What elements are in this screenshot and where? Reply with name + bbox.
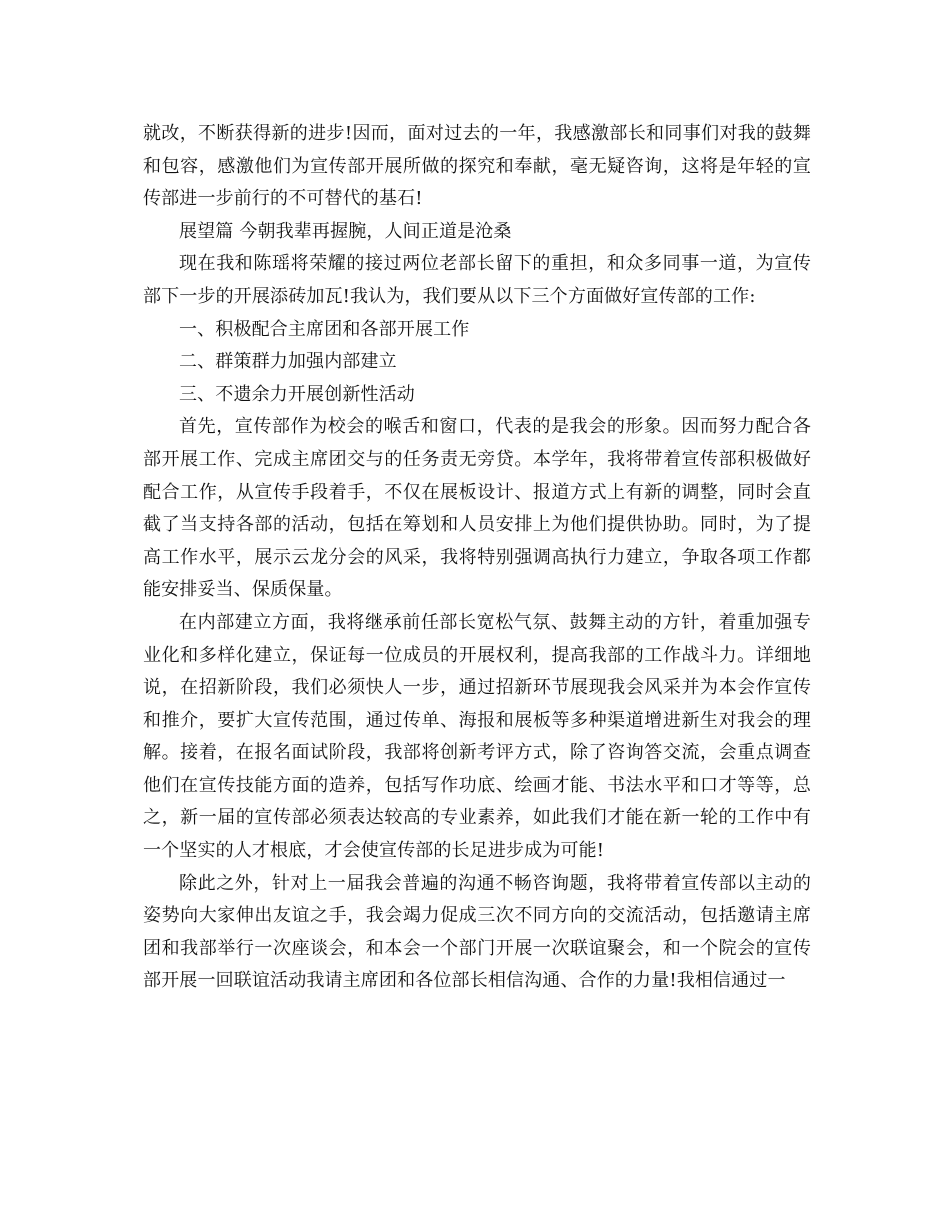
- list-item-point-one: 一、积极配合主席团和各部开展工作: [179, 318, 470, 340]
- paragraph-intro-plan: 现在我和陈瑶将荣耀的接过两位老部长留下的重担，和众多同事一道，为宣传部下一步的开展添砖加瓦!我认为，我们要从以下三个方面做好宣传部的工作:: [143, 253, 811, 307]
- document-body: [143, 118, 811, 998]
- list-item-point-three: 三、不遗余力开展创新性活动: [179, 383, 415, 405]
- paragraph-communication: 除此之外，针对上一届我会普遍的沟通不畅咨询题，我将带着宣传部以主动的姿势向大家伸出友谊之手，我会竭力促成三次不同方向的交流活动，包括邀请主席团和我部举行一次座谈会，和本会一个部门开展一次联谊聚会，和一个院会的宣传部开展一回联谊活动我请主席团和各位部长相信沟通、合作的力量!我相信通过一: [143, 872, 811, 992]
- list-item-point-two: 二、群策群力加强内部建立: [179, 351, 397, 373]
- paragraph-outlook-heading: 展望篇 今朝我辈再握腕，人间正道是沧桑: [179, 220, 512, 242]
- paragraph-closing-reflection: 就改，不断获得新的进步!因而，面对过去的一年，我感激部长和同事们对我的鼓舞和包容，感激他们为宣传部开展所做的探究和奉献，毫无疑咨询，这将是年轻的宣传部进一步前行的不可替代的基石!: [143, 123, 811, 210]
- paragraph-internal-building: 在内部建立方面，我将继承前任部长宽松气氛、鼓舞主动的方针，着重加强专业化和多样化建立，保证每一位成员的开展权利，提高我部的工作战斗力。详细地说，在招新阶段，我们必须快人一步，通过招新环节展现我会风采并为本会作宣传和推介，要扩大宣传范围，通过传单、海报和展板等多种渠道增进新生对我会的理解。接着，在报名面试阶段，我部将创新考评方式，除了咨询答交流，会重点调查他们在宣传技能方面的造养，包括写作功底、绘画才能、书法水平和口才等等，总之，新一届的宣传部必须表达较高的专业素养，如此我们才能在新一轮的工作中有一个坚实的人才根底，才会使宣传部的长足进步成为可能!: [143, 611, 811, 862]
- paragraph-first-point: 首先，宣传部作为校会的喉舌和窗口，代表的是我会的形象。因而努力配合各部开展工作、完成主席团交与的任务责无旁贷。本学年，我将带着宣传部积极做好配合工作，从宣传手段着手，不仅在展板设计、报道方式上有新的调整，同时会直截了当支持各部的活动，包括在筹划和人员安排上为他们提供协助。同时，为了提高工作水平，展示云龙分会的风采，我将特别强调高执行力建立，争取各项工作都能安排妥当、保质保量。: [143, 416, 811, 601]
